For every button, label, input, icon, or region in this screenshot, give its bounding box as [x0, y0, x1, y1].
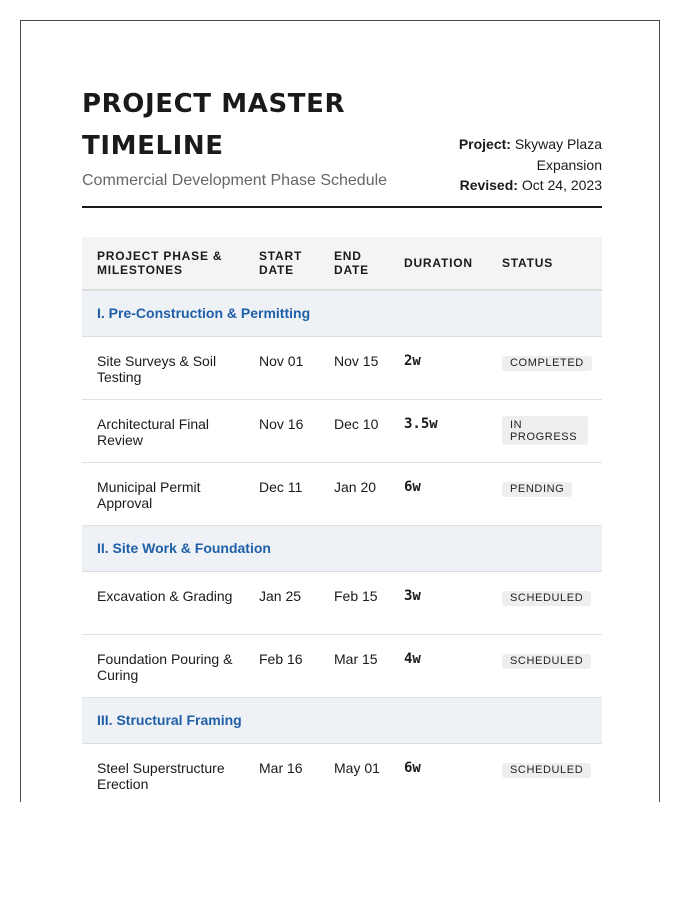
start-date: Feb 16	[244, 634, 319, 697]
header-phase: PROJECT PHASE & MILESTONES	[82, 237, 244, 290]
project-meta	[402, 134, 602, 196]
page-title: PROJECT MASTER TIMELINE	[82, 89, 346, 161]
milestone-name: Architectural Final Review	[82, 399, 244, 462]
table-header-row	[82, 237, 602, 290]
phase-title: I. Pre-Construction & Permitting	[82, 290, 602, 336]
document-header	[82, 81, 602, 208]
status-badge: SCHEDULED	[502, 654, 591, 669]
status-cell	[487, 571, 602, 634]
start-date: Nov 01	[244, 336, 319, 399]
duration: 3.5w	[389, 399, 487, 462]
status-badge: SCHEDULED	[502, 763, 591, 778]
status-cell	[487, 743, 602, 802]
table-row	[82, 336, 602, 399]
phase-row	[82, 290, 602, 336]
end-date: Dec 10	[319, 399, 389, 462]
status-cell	[487, 462, 602, 525]
status-cell	[487, 336, 602, 399]
status-badge: SCHEDULED	[502, 591, 591, 606]
table-row	[82, 462, 602, 525]
document-page	[20, 20, 660, 802]
table-row	[82, 743, 602, 802]
duration: 4w	[389, 634, 487, 697]
status-badge: COMPLETED	[502, 356, 592, 371]
end-date: Feb 15	[319, 571, 389, 634]
end-date: Nov 15	[319, 336, 389, 399]
duration: 3w	[389, 571, 487, 634]
header-status: STATUS	[487, 237, 602, 290]
start-date: Dec 11	[244, 462, 319, 525]
milestone-name: Steel Superstructure Erection	[82, 743, 244, 802]
phase-title: III. Structural Framing	[82, 697, 602, 743]
table-row	[82, 399, 602, 462]
project-name: Skyway Plaza Expansion	[514, 136, 602, 173]
phase-title: II. Site Work & Foundation	[82, 525, 602, 571]
phase-row	[82, 525, 602, 571]
revised-line	[402, 175, 602, 196]
project-line	[402, 134, 602, 175]
milestone-name: Site Surveys & Soil Testing	[82, 336, 244, 399]
table-row	[82, 571, 602, 634]
header-duration: DURATION	[389, 237, 487, 290]
end-date: Jan 20	[319, 462, 389, 525]
start-date: Mar 16	[244, 743, 319, 802]
page-subtitle: Commercial Development Phase Schedule	[82, 172, 388, 189]
status-badge: IN PROGRESS	[502, 416, 588, 445]
end-date: Mar 15	[319, 634, 389, 697]
status-cell	[487, 399, 602, 462]
status-badge: PENDING	[502, 482, 572, 497]
milestone-name: Excavation & Grading	[82, 571, 244, 634]
status-cell	[487, 634, 602, 697]
milestone-name: Foundation Pouring & Curing	[82, 634, 244, 697]
table-row	[82, 634, 602, 697]
duration: 2w	[389, 336, 487, 399]
header-start-date: START DATE	[244, 237, 319, 290]
schedule-table	[82, 237, 602, 802]
phase-row	[82, 697, 602, 743]
milestone-name: Municipal Permit Approval	[82, 462, 244, 525]
revised-label: Revised:	[459, 177, 518, 193]
duration: 6w	[389, 743, 487, 802]
end-date: May 01	[319, 743, 389, 802]
project-label: Project:	[458, 136, 511, 152]
start-date: Nov 16	[244, 399, 319, 462]
header-end-date: END DATE	[319, 237, 389, 290]
revised-date: Oct 24, 2023	[521, 177, 602, 193]
start-date: Jan 25	[244, 571, 319, 634]
duration: 6w	[389, 462, 487, 525]
